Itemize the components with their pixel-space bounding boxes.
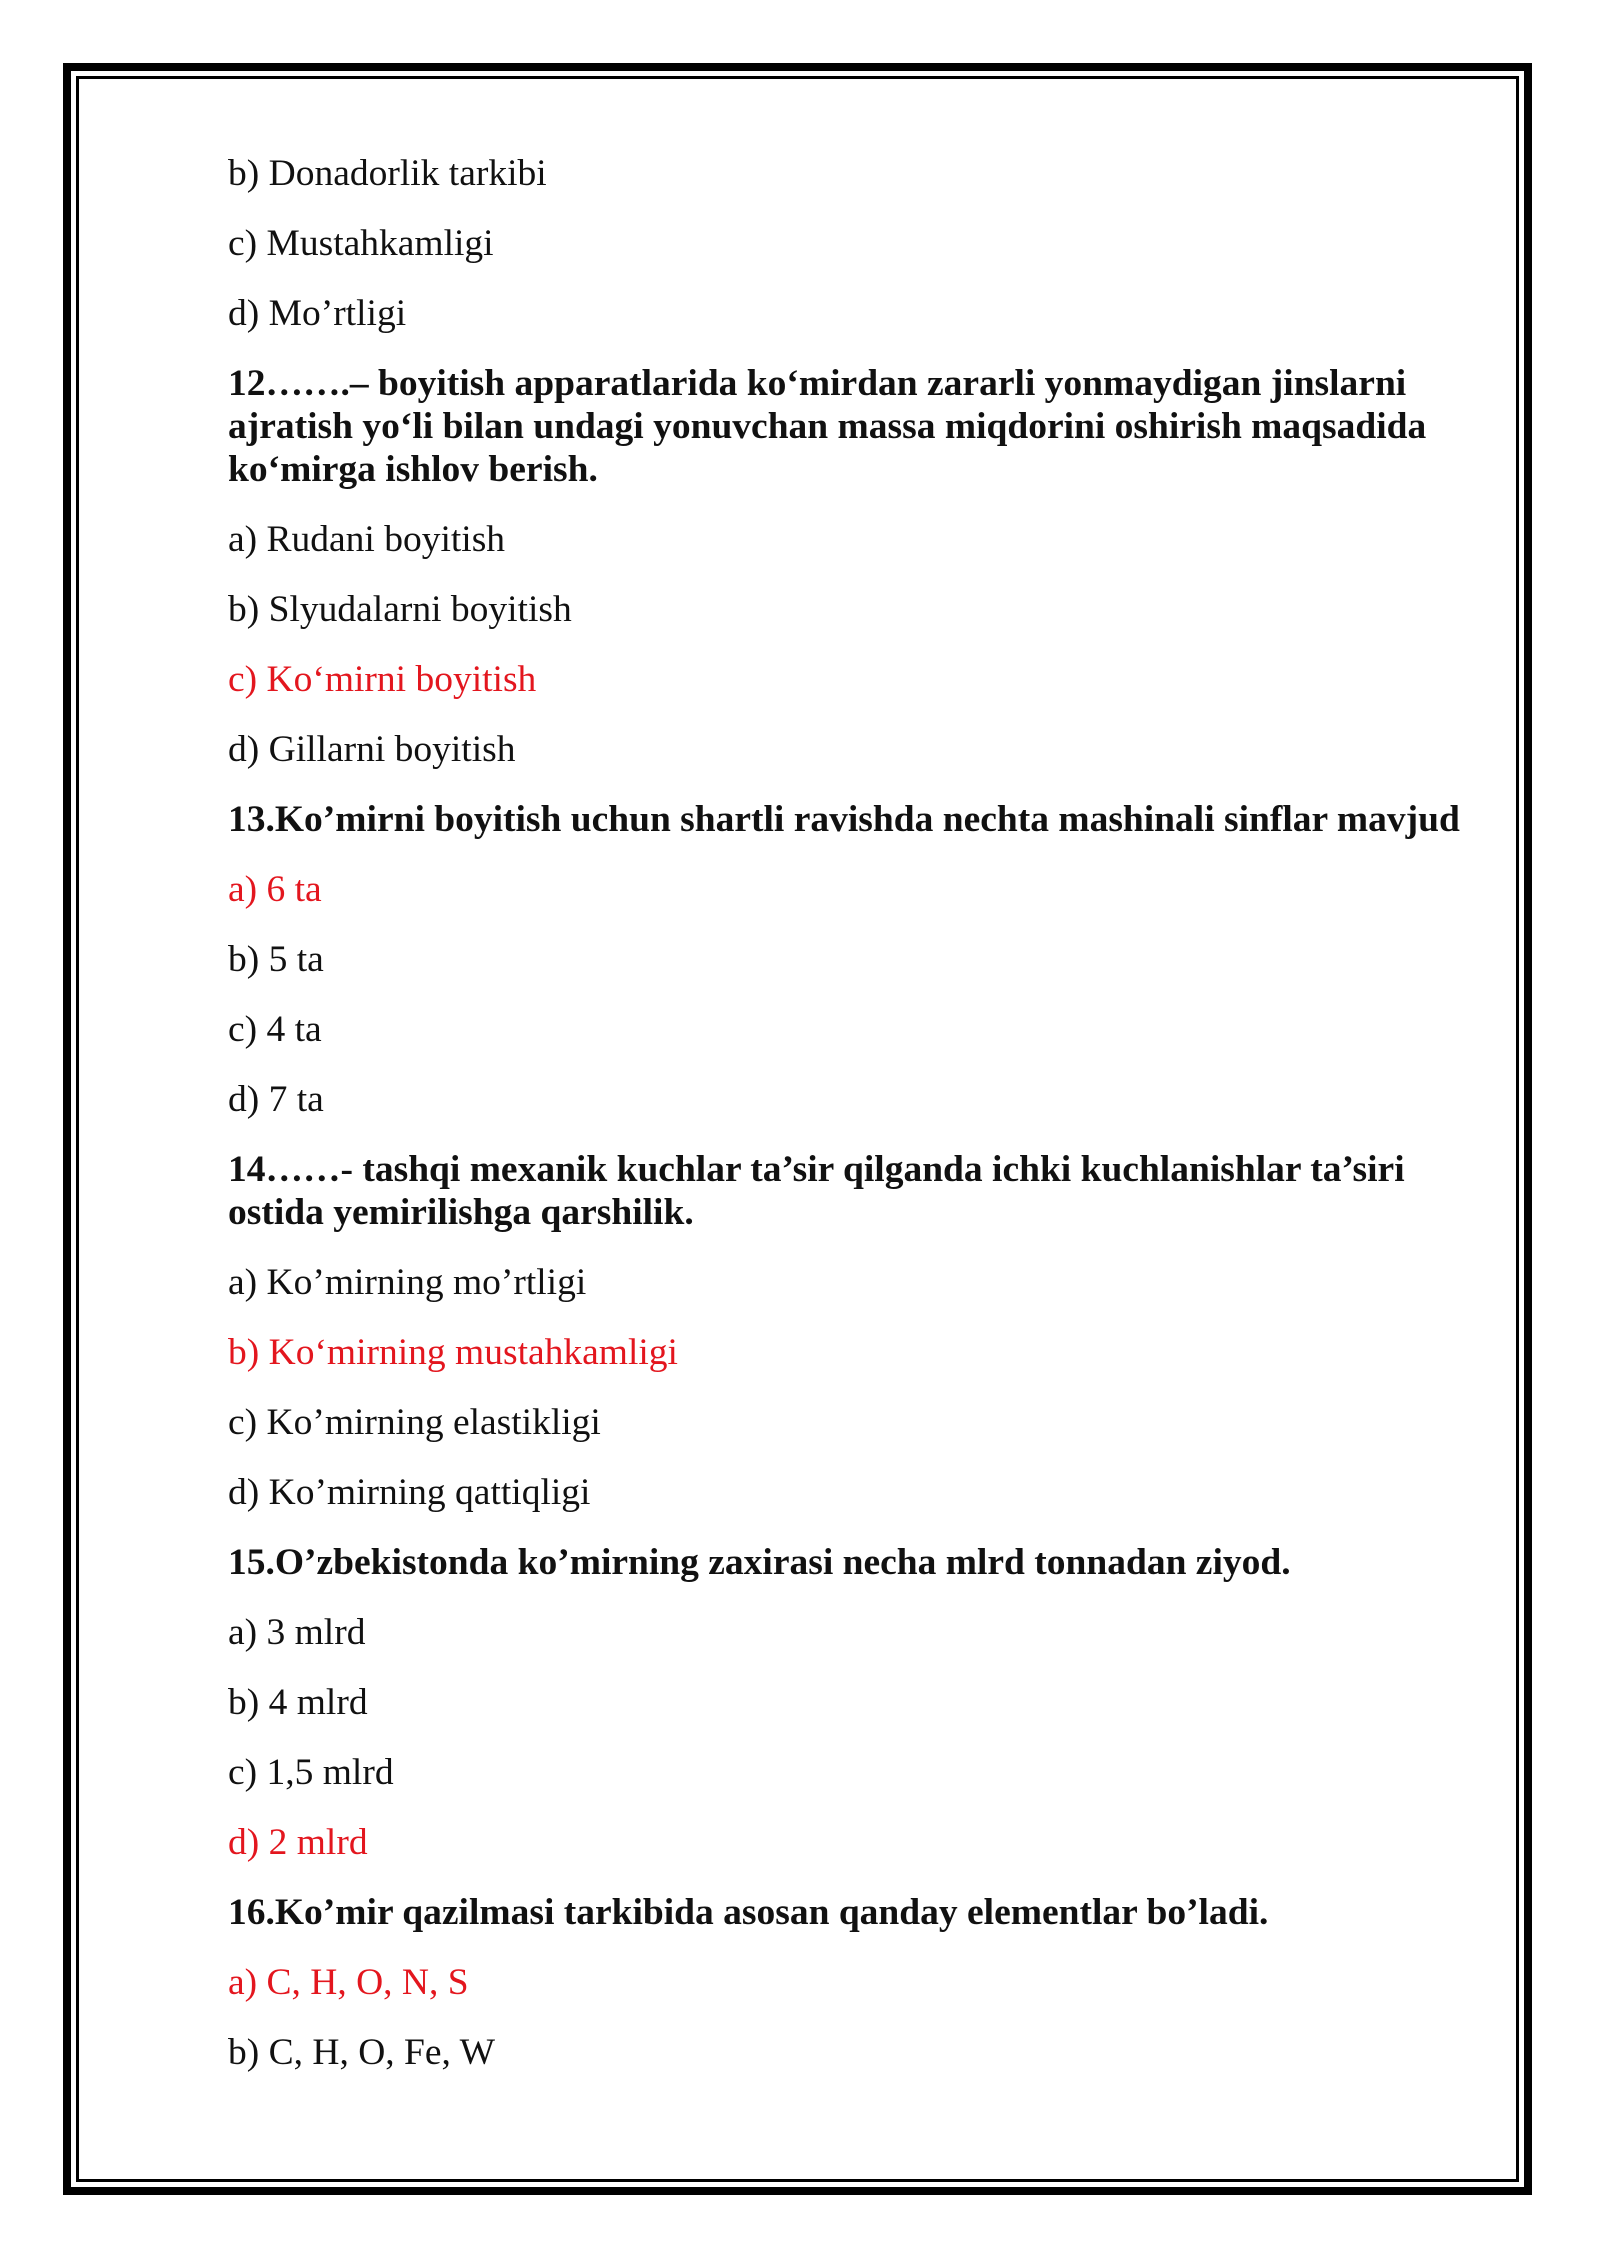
question-stem: 14……- tashqi mexanik kuchlar ta’sir qilganda ichki kuchlanishlar ta’siri ostida yemirilishga qarshilik. — [228, 1149, 1405, 1233]
option-item: c) Mustahkamligi — [228, 223, 494, 264]
question-stem: 16.Ko’mir qazilmasi tarkibida asosan qanday elementlar bo’ladi. — [228, 1892, 1269, 1933]
option-item: a) C, H, O, N, S — [228, 1962, 469, 2003]
option-item: c) 1,5 mlrd — [228, 1752, 394, 1793]
option-item: b) Slyudalarni boyitish — [228, 589, 572, 630]
option-item: c) Ko‘mirni boyitish — [228, 659, 537, 700]
option-item: c) 4 ta — [228, 1009, 322, 1050]
option-item: a) Ko’mirning mo’rtligi — [228, 1262, 587, 1303]
question-stem: 15.O’zbekistonda ko’mirning zaxirasi necha mlrd tonnadan ziyod. — [228, 1542, 1291, 1583]
option-item: a) 3 mlrd — [228, 1612, 366, 1653]
option-item: c) Ko’mirning elastikligi — [228, 1402, 601, 1443]
option-item: d) Gillarni boyitish — [228, 729, 516, 770]
option-item: d) Mo’rtligi — [228, 293, 407, 334]
option-item: b) C, H, O, Fe, W — [228, 2032, 496, 2073]
option-item: b) 5 ta — [228, 939, 324, 980]
option-item: d) Ko’mirning qattiqligi — [228, 1472, 591, 1513]
option-item: d) 2 mlrd — [228, 1822, 368, 1863]
question-stem: 12…….– boyitish apparatlarida ko‘mirdan zararli yonmaydigan jinslarni ajratish yo‘li bilan undagi yonuvchan massa miqdorini oshirish maqsadida ko‘mirga ishlov berish. — [228, 363, 1427, 490]
option-item: d) 7 ta — [228, 1079, 324, 1120]
option-item: b) 4 mlrd — [228, 1682, 368, 1723]
option-item: a) Rudani boyitish — [228, 519, 506, 560]
option-item: b) Ko‘mirning mustahkamligi — [228, 1332, 678, 1373]
option-item: b) Donadorlik tarkibi — [228, 153, 547, 194]
test-content — [228, 152, 1493, 2101]
option-item: a) 6 ta — [228, 869, 322, 910]
question-stem: 13.Ko’mirni boyitish uchun shartli ravishda nechta mashinali sinflar mavjud — [228, 799, 1460, 840]
